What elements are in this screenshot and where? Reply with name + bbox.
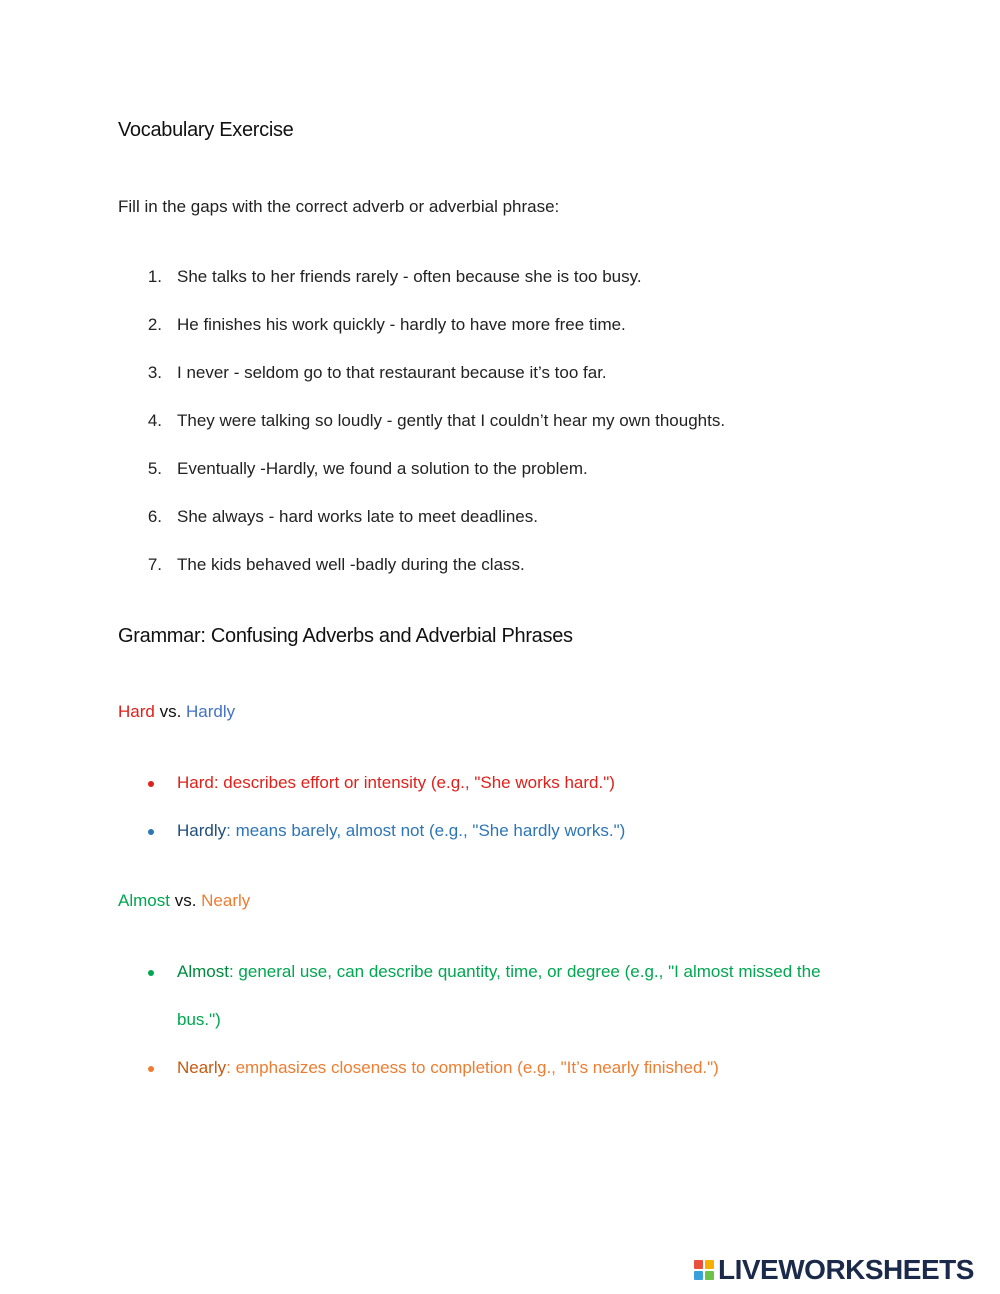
vs-label: vs.: [154, 702, 187, 721]
liveworksheets-logo-icon: [694, 1260, 714, 1280]
liveworksheets-logo[interactable]: [694, 1256, 974, 1284]
item-text: The kids behaved well -badly during the class.: [177, 555, 525, 574]
item-number: 7.: [147, 555, 162, 574]
bullet-text: [177, 773, 615, 793]
bullet-dot-icon: [148, 829, 154, 835]
bullet-term: Nearly: [177, 1058, 227, 1077]
bullet-text: [177, 821, 625, 841]
item-number: 6.: [147, 507, 162, 526]
item-number: 1.: [147, 267, 162, 286]
pair-heading-almost-nearly: [118, 891, 250, 911]
logo-text: LIVEWORKSHEETS: [718, 1254, 974, 1285]
item-text: She talks to her friends rarely - often because she is too busy.: [177, 267, 642, 286]
item-number: 3.: [147, 363, 162, 382]
item-text: Eventually -Hardly, we found a solution to the problem.: [177, 459, 588, 478]
vs-label: vs.: [169, 891, 202, 910]
item-text: They were talking so loudly - gently that I couldn’t hear my own thoughts.: [177, 411, 726, 430]
bullet-desc: : general use, can describe quantity, time, or degree (e.g., "I almost missed the: [228, 962, 821, 981]
bullet-text-continued: bus."): [177, 1010, 221, 1029]
item-number: 4.: [147, 411, 162, 430]
bullet-term: Hard: [177, 773, 214, 792]
bullet-text: [177, 1058, 719, 1078]
pair-term-nearly: Nearly: [201, 891, 251, 910]
bullet-term: Almost: [177, 962, 229, 981]
item-number: 5.: [147, 459, 162, 478]
bullet-term: Hardly: [177, 821, 227, 840]
vocabulary-title: Vocabulary Exercise: [118, 119, 294, 141]
bullet-desc: : emphasizes closeness to completion (e.g., "It’s nearly finished."): [226, 1058, 719, 1077]
bullet-desc: : means barely, almost not (e.g., "She hardly works."): [226, 821, 626, 840]
item-number: 2.: [147, 315, 162, 334]
item-text: I never - seldom go to that restaurant because it’s too far.: [177, 363, 607, 382]
item-text: He finishes his work quickly - hardly to have more free time.: [177, 315, 626, 334]
item-text: She always - hard works late to meet deadlines.: [177, 507, 538, 526]
pair-heading-hard-hardly: [118, 702, 235, 722]
bullet-dot-icon: [148, 781, 154, 787]
bullet-dot-icon: [148, 1066, 154, 1072]
pair-term-hard: Hard: [118, 702, 155, 721]
bullet-desc: : describes effort or intensity (e.g., "She works hard."): [213, 773, 615, 792]
instruction-text: Fill in the gaps with the correct adverb or adverbial phrase:: [118, 197, 560, 216]
bullet-text: [177, 962, 821, 982]
pair-term-hardly: Hardly: [186, 702, 236, 721]
bullet-dot-icon: [148, 970, 154, 976]
grammar-title: Grammar: Confusing Adverbs and Adverbial Phrases: [118, 625, 573, 647]
pair-term-almost: Almost: [118, 891, 170, 910]
